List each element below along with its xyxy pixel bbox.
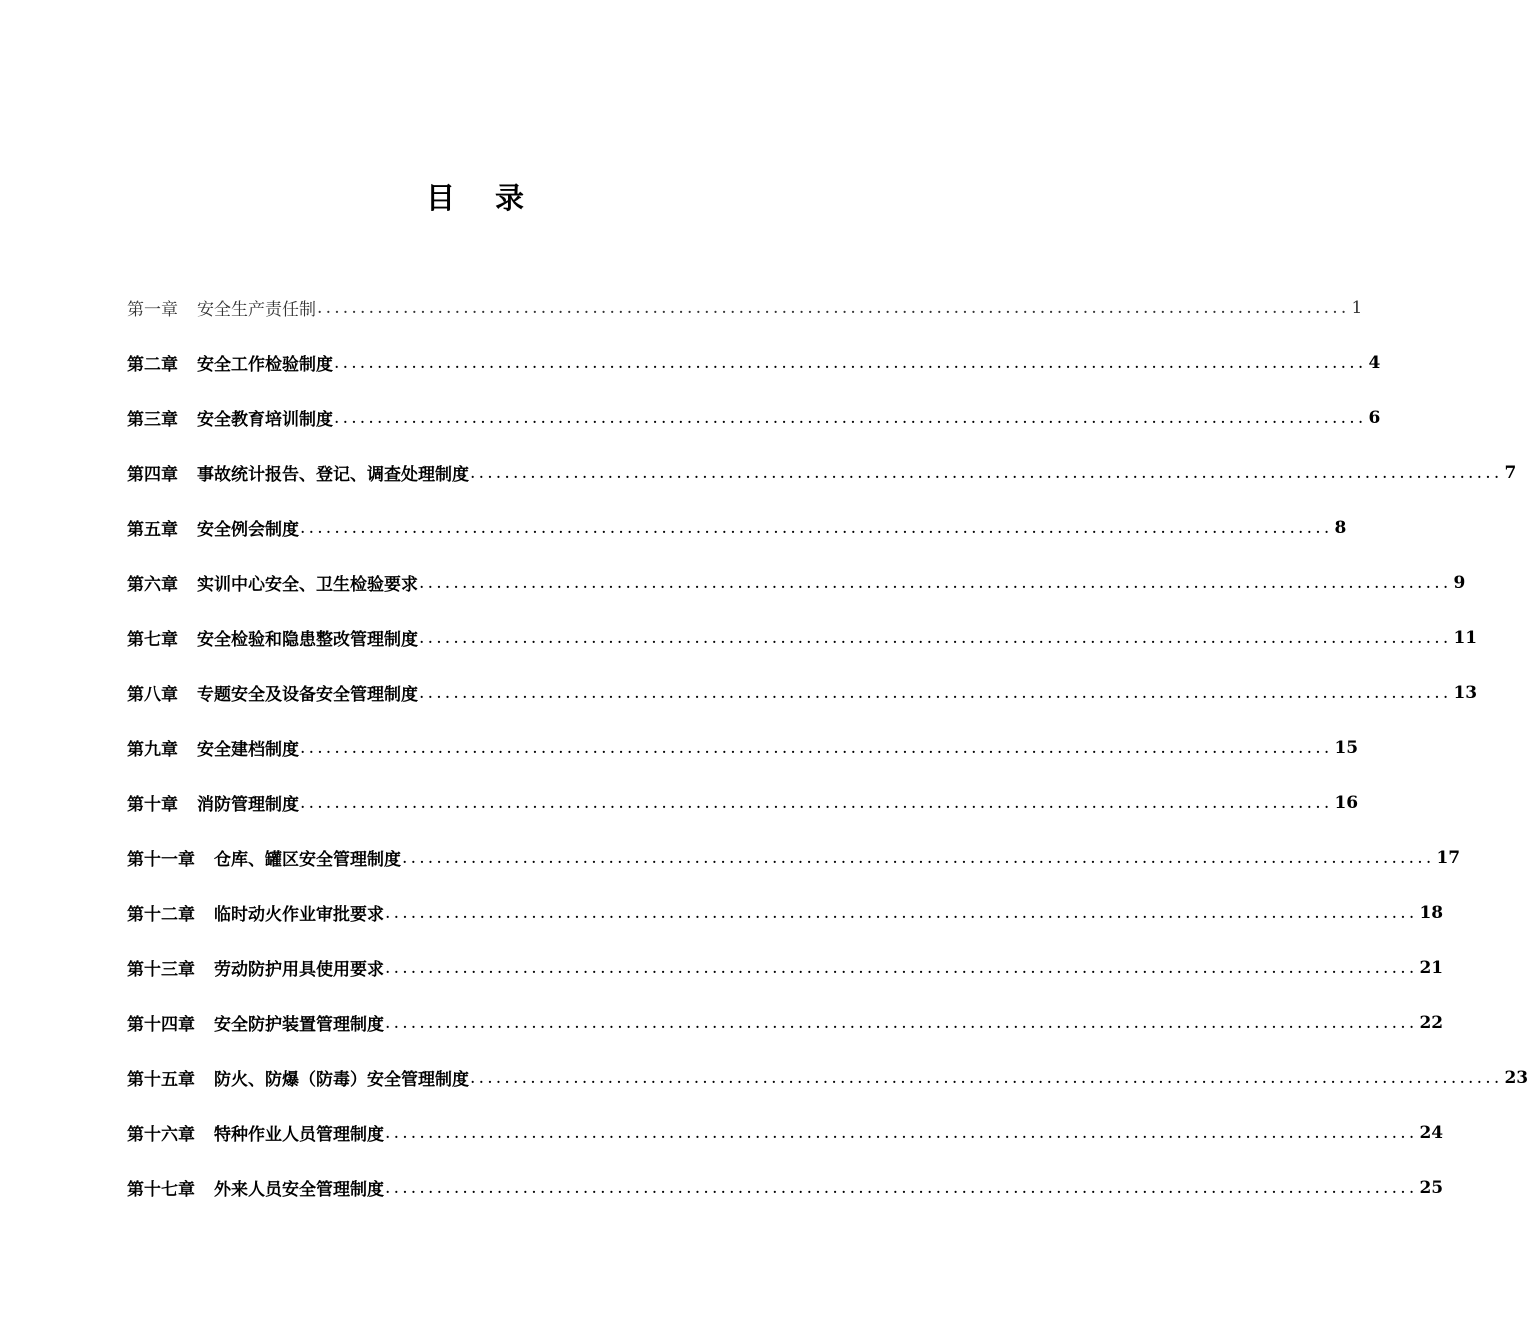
- dot-leader: ........................................................................................................................: [419, 627, 1452, 648]
- page-number: 7: [1504, 462, 1517, 483]
- chapter-number: 第十四章: [127, 1015, 195, 1035]
- dot-leader: ........................................................................................................................: [300, 792, 1333, 813]
- dot-leader: ........................................................................................................................: [317, 297, 1350, 318]
- chapter-number: 第八章: [127, 685, 178, 705]
- toc-entry-1[interactable]: [127, 280, 1363, 335]
- page-number: 18: [1419, 902, 1444, 923]
- toc-entry-15[interactable]: [127, 1050, 1528, 1105]
- page-number: 23: [1504, 1067, 1528, 1088]
- dot-leader: ........................................................................................................................: [419, 572, 1452, 593]
- page-number: 1: [1351, 297, 1363, 318]
- toc-entry-12[interactable]: [127, 885, 1444, 940]
- chapter-number: 第十六章: [127, 1125, 195, 1145]
- chapter-title: 劳动防护用具使用要求: [214, 960, 384, 980]
- chapter-title: 消防管理制度: [197, 795, 299, 815]
- dot-leader: ........................................................................................................................: [385, 1177, 1418, 1198]
- toc-entry-14[interactable]: [127, 995, 1444, 1050]
- toc-entry-9[interactable]: [127, 720, 1359, 775]
- chapter-title: 安全生产责任制: [197, 300, 316, 320]
- chapter-title: 安全建档制度: [197, 740, 299, 760]
- chapter-number: 第十七章: [127, 1180, 195, 1200]
- page-number: 21: [1419, 957, 1444, 978]
- chapter-number: 第一章: [127, 300, 178, 320]
- dot-leader: ........................................................................................................................: [470, 1067, 1503, 1088]
- chapter-title: 实训中心安全、卫生检验要求: [197, 575, 418, 595]
- toc-entry-10[interactable]: [127, 775, 1359, 830]
- toc-entry-6[interactable]: [127, 555, 1466, 610]
- page-number: 25: [1419, 1177, 1444, 1198]
- chapter-title: 安全防护装置管理制度: [214, 1015, 384, 1035]
- toc-entry-13[interactable]: [127, 940, 1444, 995]
- chapter-title: 防火、防爆（防毒）安全管理制度: [214, 1070, 469, 1090]
- dot-leader: ........................................................................................................................: [385, 957, 1418, 978]
- dot-leader: ........................................................................................................................: [385, 902, 1418, 923]
- toc-entry-2[interactable]: [127, 335, 1381, 390]
- chapter-number: 第四章: [127, 465, 178, 485]
- page-number: 16: [1334, 792, 1359, 813]
- page-number: 9: [1453, 572, 1466, 593]
- table-of-contents: [127, 280, 1528, 1215]
- page-number: 4: [1368, 352, 1381, 373]
- chapter-number: 第七章: [127, 630, 178, 650]
- dot-leader: ........................................................................................................................: [334, 352, 1367, 373]
- chapter-number: 第五章: [127, 520, 178, 540]
- page-number: 22: [1419, 1012, 1444, 1033]
- page-number: 6: [1368, 407, 1381, 428]
- chapter-title: 安全例会制度: [197, 520, 299, 540]
- chapter-title: 外来人员安全管理制度: [214, 1180, 384, 1200]
- page-number: 15: [1334, 737, 1359, 758]
- toc-entry-16[interactable]: [127, 1105, 1444, 1160]
- chapter-title: 安全工作检验制度: [197, 355, 333, 375]
- chapter-title: 安全教育培训制度: [197, 410, 333, 430]
- dot-leader: ........................................................................................................................: [385, 1122, 1418, 1143]
- page-number: 13: [1453, 682, 1478, 703]
- page-number: 11: [1453, 627, 1478, 648]
- dot-leader: ........................................................................................................................: [470, 462, 1503, 483]
- chapter-title: 临时动火作业审批要求: [214, 905, 384, 925]
- chapter-title: 专题安全及设备安全管理制度: [197, 685, 418, 705]
- chapter-number: 第十五章: [127, 1070, 195, 1090]
- dot-leader: ........................................................................................................................: [419, 682, 1452, 703]
- chapter-number: 第十一章: [127, 850, 195, 870]
- toc-entry-8[interactable]: [127, 665, 1478, 720]
- chapter-title: 安全检验和隐患整改管理制度: [197, 630, 418, 650]
- toc-entry-7[interactable]: [127, 610, 1478, 665]
- page-number: 17: [1436, 847, 1461, 868]
- dot-leader: ........................................................................................................................: [300, 737, 1333, 758]
- dot-leader: ........................................................................................................................: [300, 517, 1333, 538]
- chapter-title: 仓库、罐区安全管理制度: [214, 850, 401, 870]
- dot-leader: ........................................................................................................................: [385, 1012, 1418, 1033]
- page-number: 24: [1419, 1122, 1444, 1143]
- chapter-title: 事故统计报告、登记、调查处理制度: [197, 465, 469, 485]
- toc-entry-4[interactable]: [127, 445, 1517, 500]
- dot-leader: ........................................................................................................................: [334, 407, 1367, 428]
- page-number: 8: [1334, 517, 1347, 538]
- chapter-number: 第三章: [127, 410, 178, 430]
- chapter-title: 特种作业人员管理制度: [214, 1125, 384, 1145]
- chapter-number: 第十章: [127, 795, 178, 815]
- chapter-number: 第十二章: [127, 905, 195, 925]
- page-title: 目录: [425, 181, 564, 215]
- dot-leader: ........................................................................................................................: [402, 847, 1435, 868]
- toc-entry-3[interactable]: [127, 390, 1381, 445]
- chapter-number: 第九章: [127, 740, 178, 760]
- toc-entry-11[interactable]: [127, 830, 1461, 885]
- chapter-number: 第十三章: [127, 960, 195, 980]
- chapter-number: 第六章: [127, 575, 178, 595]
- toc-entry-5[interactable]: [127, 500, 1347, 555]
- toc-entry-17[interactable]: [127, 1160, 1444, 1215]
- chapter-number: 第二章: [127, 355, 178, 375]
